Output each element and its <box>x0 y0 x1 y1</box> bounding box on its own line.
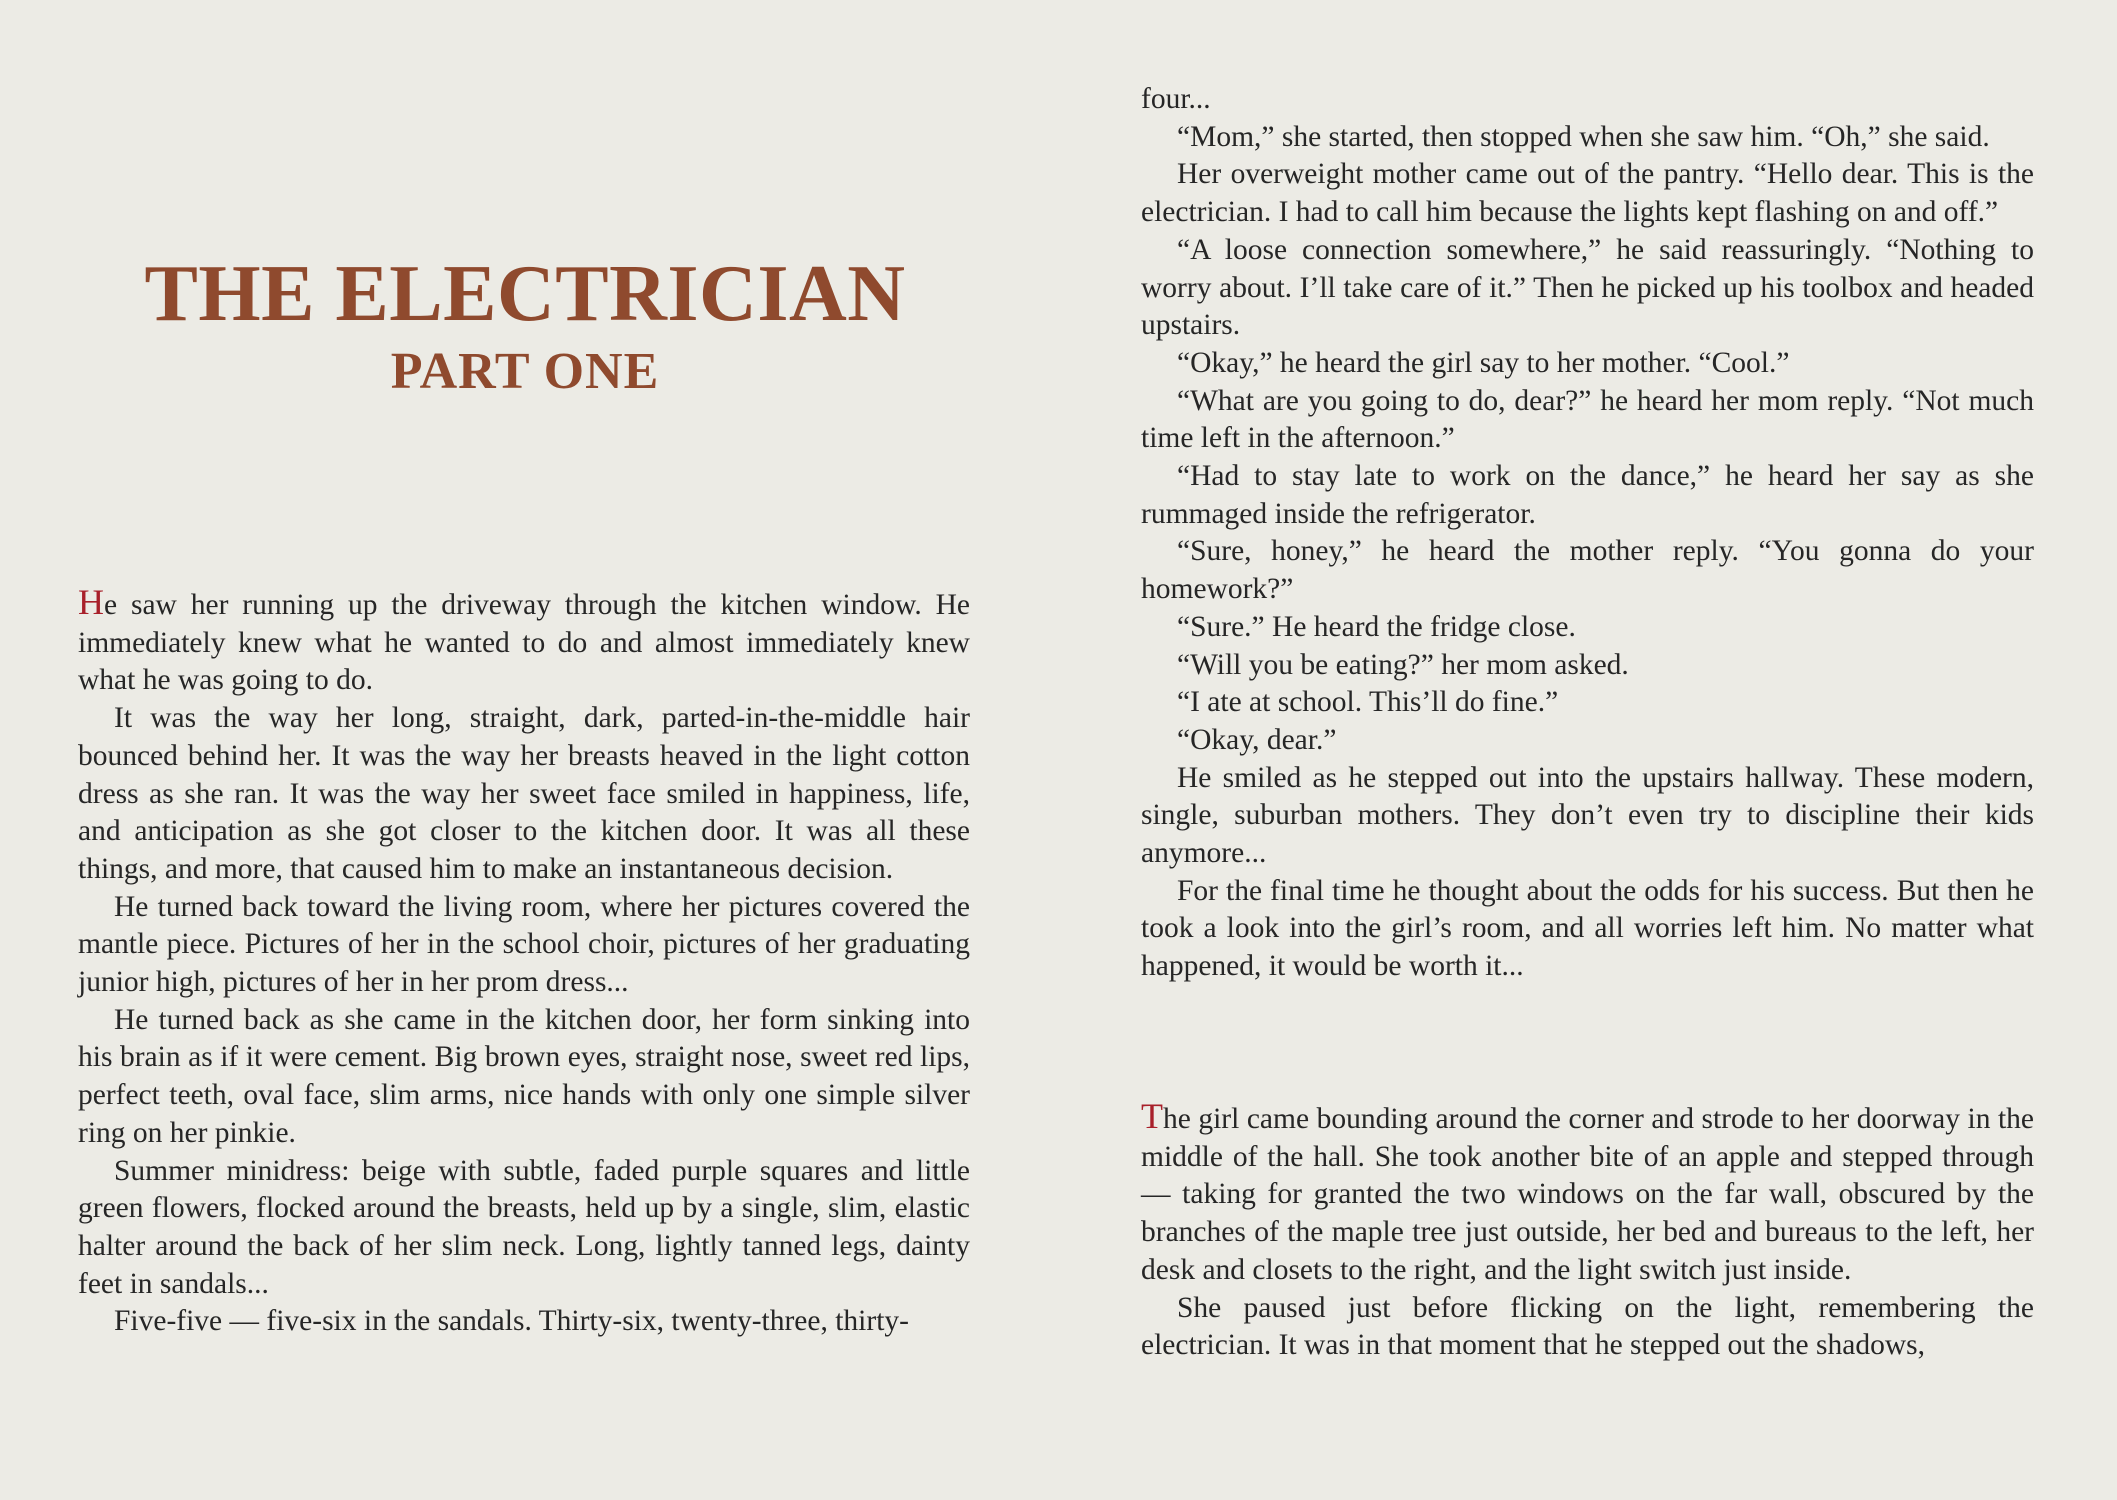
chapter-subtitle: PART ONE <box>390 343 660 400</box>
paragraph: He smiled as he stepped out into the upstairs hallway. These modern, single, suburban mothers. They don’t even try to discipline their kids anymore... <box>1141 761 2034 870</box>
paragraph: “Okay,” he heard the girl say to her mother. “Cool.” <box>1177 346 1790 379</box>
right-page <box>1058 0 2117 1500</box>
paragraph: “Okay, dear.” <box>1177 723 1337 756</box>
paragraph <box>1141 1096 2034 1290</box>
paragraph-text: he girl came bounding around the corner and strode to her doorway in the middle of the hall. She took another bite of an apple and stepped through — taking for granted the two windows on the far wall, obscured by the branches of the maple tree just outside, her bed and bureaus to the left, her desk and closets to the right, and the light switch just inside. <box>1141 1103 2034 1286</box>
paragraph-text: e saw her running up the driveway through the kitchen window. He immediately knew what he wanted to do and almost immediately knew what he was going to do. <box>78 589 970 697</box>
paragraph: He turned back as she came in the kitchen door, her form sinking into his brain as if it were cement. Big brown eyes, straight nose, sweet red lips, perfect teeth, oval face, slim arms, nice hands with only one simple silver ring on her pinkie. <box>78 1003 970 1149</box>
paragraph: For the final time he thought about the odds for his success. But then he took a look into the girl’s room, and all worries left him. No matter what happened, it would be worth it... <box>1141 874 2034 983</box>
right-page-section-two <box>1058 1096 2117 1365</box>
paragraph: Her overweight mother came out of the pantry. “Hello dear. This is the electrician. I had to call him because the lights kept flashing on and off.” <box>1141 158 2034 229</box>
paragraph: “Mom,” she started, then stopped when she saw him. “Oh,” she said. <box>1177 120 1990 153</box>
chapter-heading <box>78 248 972 404</box>
left-page <box>0 0 1058 1500</box>
paragraph: four... <box>1141 83 1211 115</box>
paragraph: It was the way her long, straight, dark, parted-in-the-middle hair bounced behind her. It was the way her breasts heaved in the light cotton dress as she ran. It was the way her sweet face smiled in happiness, life, and anticipation as she got closer to the kitchen door. It was all these things, and more, that caused him to make an instantaneous decision. <box>78 702 970 885</box>
paragraph: “What are you going to do, dear?” he heard her mom reply. “Not much time left in the afternoon.” <box>1141 384 2034 455</box>
chapter-title: THE ELECTRICIAN <box>144 250 906 338</box>
paragraph: Five-five — five-six in the sandals. Thirty-six, twenty-three, thirty- <box>114 1305 909 1338</box>
paragraph: She paused just before flicking on the light, remembering the electrician. It was in that moment that he stepped out the shadows, <box>1141 1291 2034 1362</box>
drop-cap: T <box>1141 1096 1163 1136</box>
drop-cap: H <box>78 582 104 622</box>
paragraph: “Had to stay late to work on the dance,” he heard her say as she rummaged inside the refrigerator. <box>1141 460 2034 530</box>
paragraph: “A loose connection somewhere,” he said reassuringly. “Nothing to worry about. I’ll take care of it.” Then he picked up his toolbox and headed upstairs. <box>1141 233 2034 342</box>
paragraph <box>78 582 970 700</box>
paragraph: “Will you be eating?” her mom asked. <box>1177 648 1629 681</box>
paragraph: Summer minidress: beige with subtle, faded purple squares and little green flowers, flocked around the breasts, held up by a single, slim, elastic halter around the back of her slim neck. Long, lightly tanned legs, dainty feet in sandals... <box>78 1154 970 1300</box>
paragraph: “Sure, honey,” he heard the mother reply. “You gonna do your homework?” <box>1141 535 2034 606</box>
left-page-text <box>78 582 970 1341</box>
paragraph: He turned back toward the living room, where her pictures covered the mantle piece. Pictures of her in the school choir, pictures of her graduating junior high, pictures of her in her prom dress... <box>78 890 970 999</box>
paragraph: “Sure.” He heard the fridge close. <box>1177 610 1576 643</box>
right-page-section-one <box>1058 81 2117 986</box>
paragraph: “I ate at school. This’ll do fine.” <box>1177 686 1559 719</box>
